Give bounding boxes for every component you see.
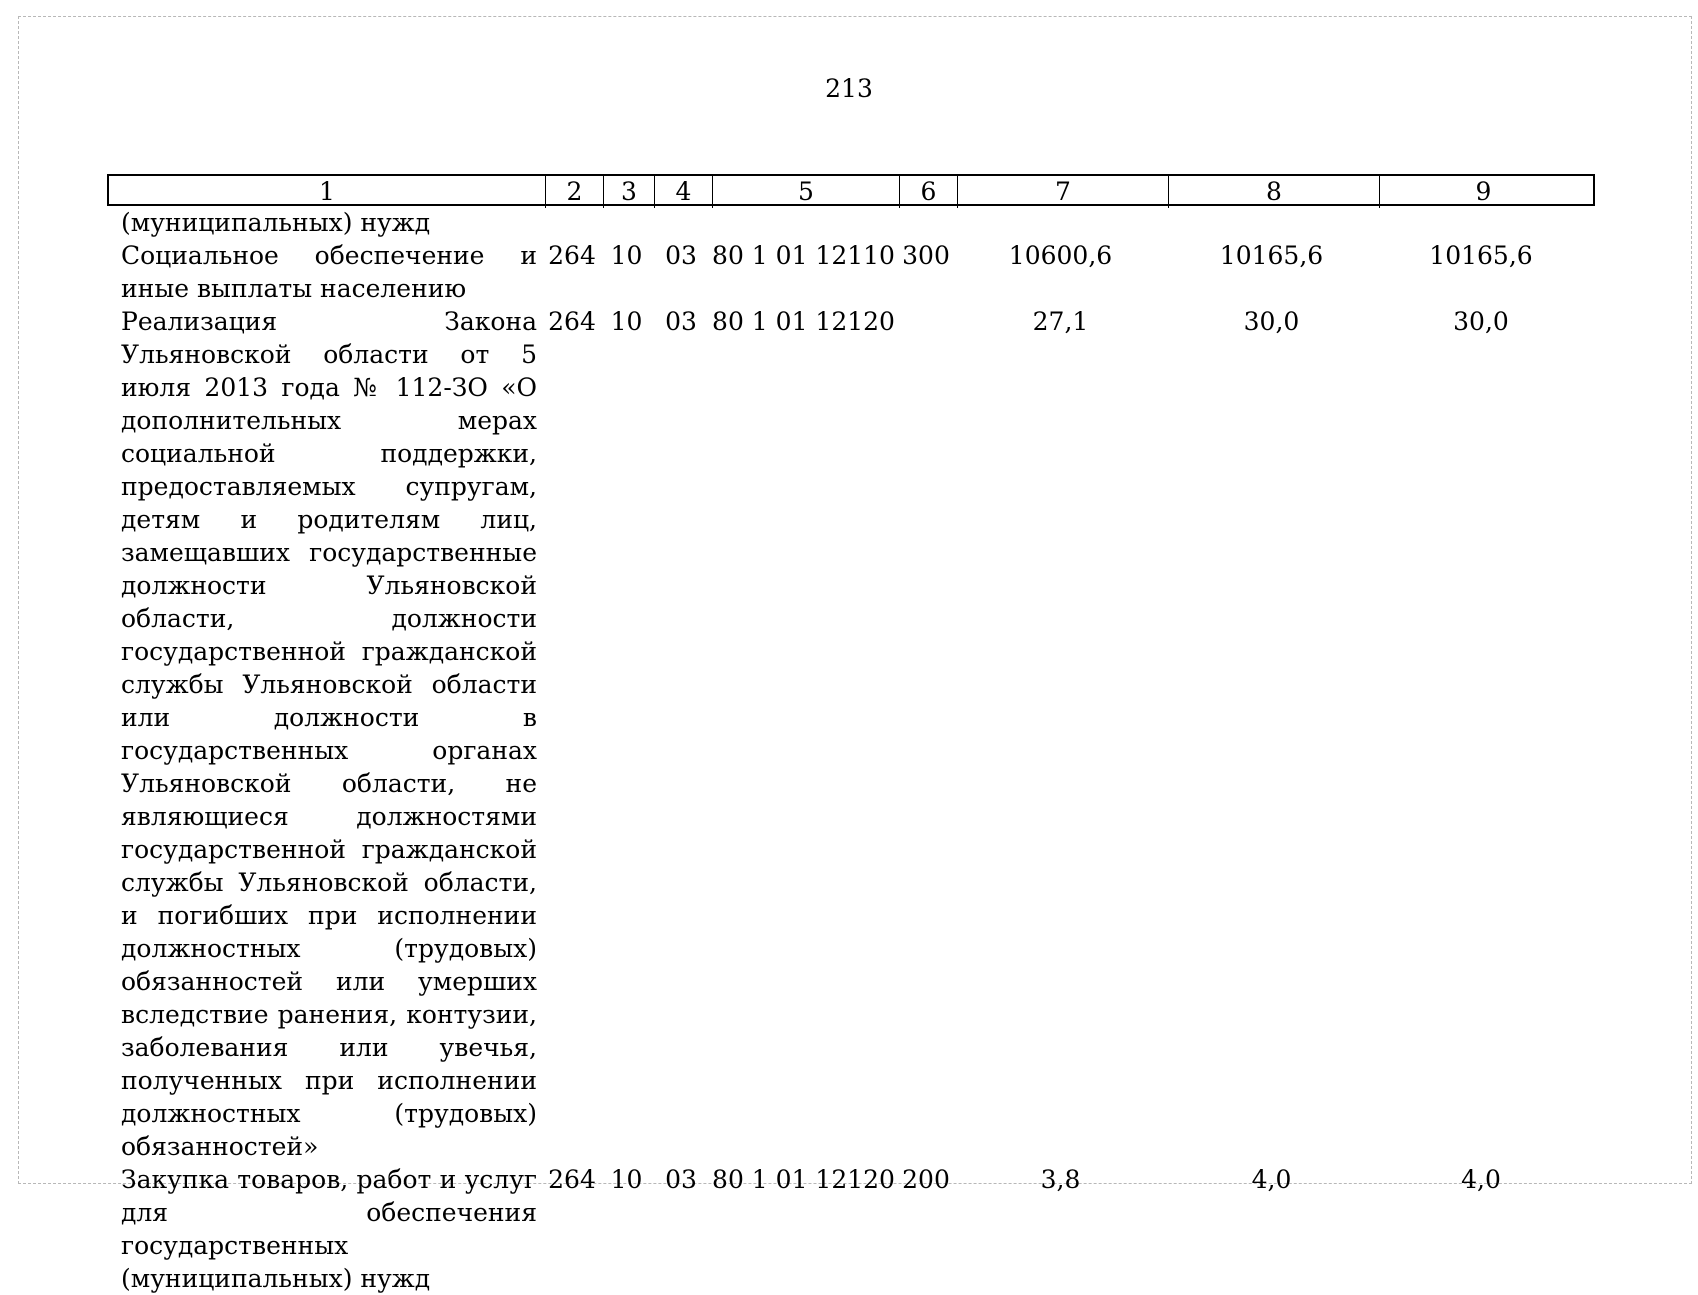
row-col-2: 264	[548, 307, 596, 336]
page-number: 213	[825, 74, 873, 103]
row-name: Закупка товаров, работ и услуг для обеспечения государственных (муниципальных) нужд	[121, 1165, 537, 1293]
row-name: Социальное обеспечение и иные выплаты населению	[121, 241, 537, 303]
row-col-5: 80 1 01 12120	[712, 1165, 895, 1194]
row-col-7: 3,8	[1040, 1165, 1081, 1194]
row-col-4: 03	[665, 307, 697, 336]
row-col-6: 300	[902, 241, 950, 270]
row-col-4: 03	[665, 1165, 697, 1194]
header-col-9: 9	[1379, 176, 1587, 208]
row-col-4: 03	[665, 241, 697, 270]
row-col-2: 264	[548, 241, 596, 270]
row-col-8: 4,0	[1251, 1165, 1292, 1194]
header-col-5: 5	[712, 176, 899, 208]
table-header-row	[107, 174, 1595, 206]
header-col-2: 2	[545, 176, 603, 208]
row-col-6: 200	[902, 1165, 950, 1194]
row-col-6	[897, 305, 955, 1163]
row-col-3: 10	[610, 241, 643, 270]
row-col-7: 27,1	[1032, 307, 1089, 336]
header-col-6: 6	[899, 176, 957, 208]
row-col-5: 80 1 01 12120	[712, 307, 895, 336]
continuation-text: (муниципальных) нужд	[121, 208, 431, 237]
row-col-5: 80 1 01 12110	[712, 241, 895, 270]
header-col-3: 3	[603, 176, 654, 208]
table-row	[107, 305, 1595, 1163]
row-col-9: 10165,6	[1429, 241, 1533, 270]
header-col-8: 8	[1168, 176, 1379, 208]
row-col-8: 10165,6	[1219, 241, 1324, 270]
row-col-9: 4,0	[1461, 1165, 1501, 1194]
row-name: Реализация Закона Ульяновской области от 5 июля 2013 года № 112-ЗО «О дополнительных мерах социальной поддержки, предоставляемых супругам, детям и родителям лиц, замещавших государственные должности Ульяновской области, должности государственной гражданской службы Ульяновской области или должности в государственных органах Ульяновской области, не являющиеся должностями государственной гражданской службы Ульяновской области, и погибших при исполнении должностных (трудовых) обязанностей или умерших вследствие ранения, контузии, заболевания или увечья, полученных при исполнении должностных (трудовых) обязанностей»	[121, 307, 537, 1161]
row-col-3: 10	[610, 1165, 643, 1194]
header-col-1: 1	[319, 177, 335, 206]
header-col-4: 4	[654, 176, 712, 208]
row-col-9: 30,0	[1453, 307, 1509, 336]
row-col-3: 10	[610, 307, 643, 336]
row-col-2: 264	[548, 1165, 596, 1194]
continuation-row	[107, 206, 1595, 239]
table-row	[107, 1163, 1595, 1295]
header-col-7: 7	[957, 176, 1168, 208]
table-row	[107, 239, 1595, 305]
budget-table	[107, 174, 1595, 1295]
row-col-8: 30,0	[1243, 307, 1300, 336]
row-col-7: 10600,6	[1008, 241, 1113, 270]
